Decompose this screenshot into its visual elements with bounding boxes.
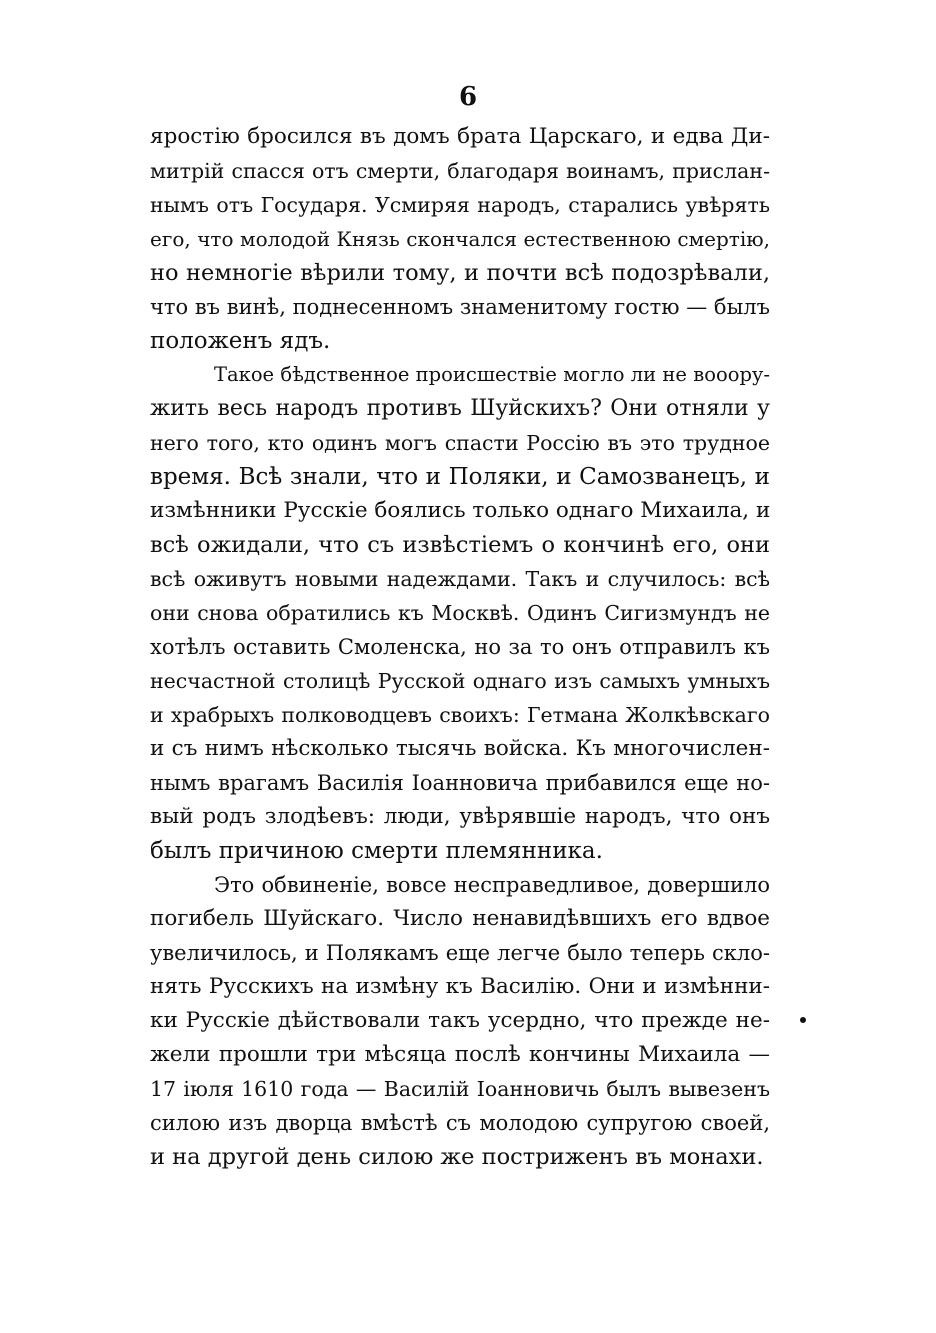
text-line: несчастной столицѣ Русской однаго изъ самыхъ умныхъ: [150, 669, 770, 693]
paragraph-1: [150, 120, 770, 358]
text-line: всѣ оживутъ новыми надеждами. Такъ и случилось: всѣ: [150, 567, 770, 591]
text-line: Такое бѣдственное происшествіе могло ли не вооору-: [214, 363, 770, 386]
text-line: былъ причиною смерти племянника.: [150, 838, 603, 864]
text-line: митрій спасся отъ смерти, благодаря воинамъ, прислан-: [150, 159, 770, 183]
text-line: нымъ врагамъ Василія Іоанновича прибавился еще но-: [150, 771, 770, 795]
text-line: время. Всѣ знали, что и Поляки, и Самозванецъ, и: [150, 464, 770, 490]
text-line: всѣ ожидали, что съ извѣстіемъ о кончинѣ его, они: [150, 532, 770, 558]
text-line: жели прошли три мѣсяца послѣ кончины Михаила —: [150, 1042, 770, 1067]
text-line: они снова обратились къ Москвѣ. Одинъ Сигизмундъ не: [150, 601, 770, 625]
text-line: 17 іюля 1610 года — Василій Іоанновичь былъ вывезенъ: [150, 1077, 770, 1101]
text-line: жить весь народъ противъ Шуйскихъ? Они отняли у: [150, 396, 770, 421]
text-line: нять Русскихъ на измѣну къ Василію. Они и измѣнни-: [150, 974, 770, 999]
text-line: вый родъ злодѣевъ: люди, увѣрявшіе народъ, что онъ: [150, 804, 770, 829]
text-line: и съ нимъ нѣсколько тысячь войска. Къ многочислен-: [150, 736, 770, 761]
text-line: ки Русскіе дѣйствовали такъ усердно, что прежде не-: [150, 1008, 770, 1033]
text-line: нымъ отъ Государя. Усмиряя народъ, старались увѣрять: [150, 193, 770, 217]
text-line: его, что молодой Князь скончался естественною смертію,: [150, 227, 770, 251]
text-line: и храбрыхъ полководцевъ своихъ: Гетмана Жолкѣвскаго: [150, 703, 770, 727]
text-line: измѣнники Русскіе боялись только однаго Михаила, и: [150, 498, 771, 523]
text-line: Это обвиненіе, вовсе несправедливое, довершило: [214, 873, 770, 897]
paragraph-3: [150, 868, 770, 1174]
text-line: хотѣлъ оставить Смоленска, но за то онъ отправилъ къ: [150, 635, 770, 659]
ink-speck: [800, 1017, 806, 1023]
text-line: увеличилось, и Полякамъ еще легче было теперь скло-: [150, 941, 770, 965]
text-line: что въ винѣ, поднесенномъ знаменитому гостю — былъ: [150, 295, 770, 319]
text-line: него того, кто одинъ могъ спасти Россію въ это трудное: [150, 431, 770, 455]
text-line: погибель Шуйскаго. Число ненавидѣвшихъ его вдвое: [150, 906, 770, 931]
paragraph-2: [150, 358, 770, 868]
text-line: но немногіе вѣрили тому, и почти всѣ подозрѣвали,: [150, 260, 770, 286]
text-line: силою изъ дворца вмѣстѣ съ молодою супругою своей,: [150, 1111, 770, 1135]
text-line: положенъ ядъ.: [150, 328, 331, 354]
body-text: [150, 120, 770, 1174]
text-line: и на другой день силою же постриженъ въ монахи.: [150, 1144, 764, 1170]
page-number: 6: [458, 82, 478, 112]
text-line: яростію бросился въ домъ брата Царскаго, и едва Ди-: [150, 124, 770, 149]
